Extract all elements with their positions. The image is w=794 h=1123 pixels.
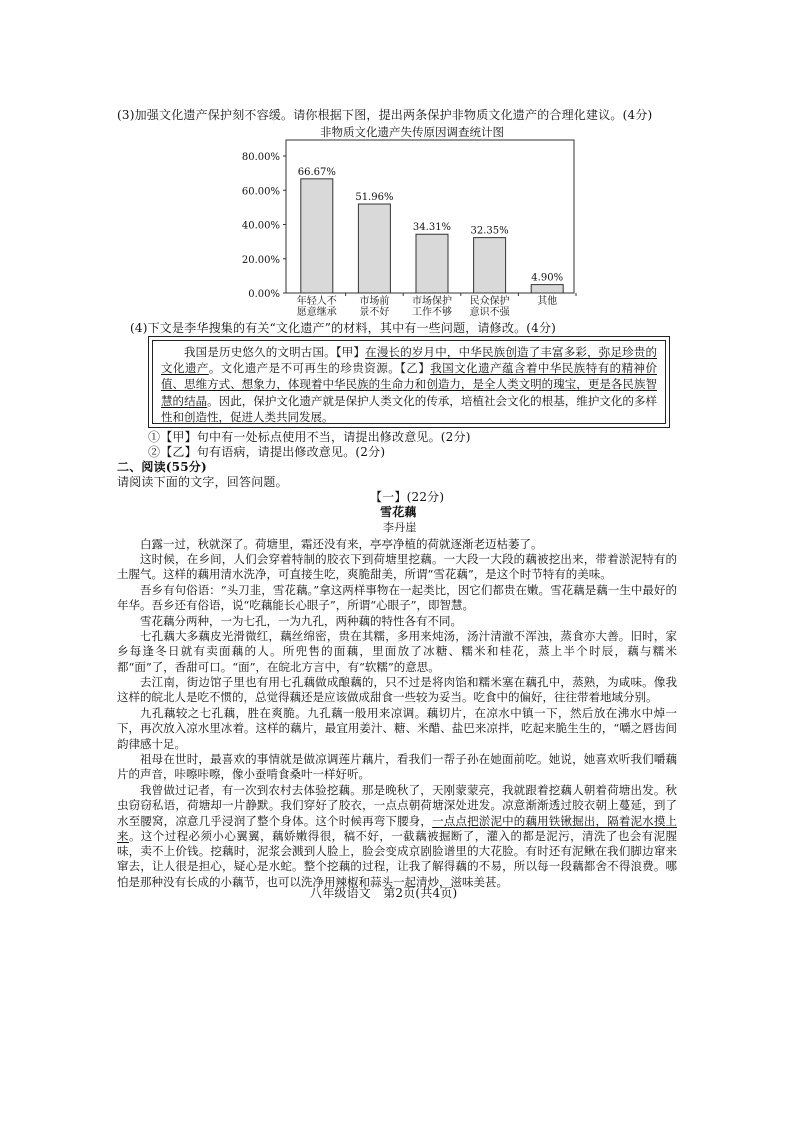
y-tick-label: 40.00% <box>241 220 280 232</box>
y-tick-label: 20.00% <box>241 254 280 266</box>
x-category-label: 景不好 <box>359 307 390 318</box>
question-4-sub-1: ①【甲】句中有一处标点使用不当，请提出修改意见。(2分) <box>148 430 471 444</box>
article-author: 李丹崖 <box>383 521 417 534</box>
x-category-label: 市场保护 <box>412 296 452 307</box>
bar <box>301 179 333 293</box>
bar-value-label: 34.31% <box>412 222 452 234</box>
bar <box>531 285 563 293</box>
question-4-prompt: (4)下文是李华搜集的有关“文化遗产”的材料，其中有一些问题，请修改。(4分) <box>130 321 557 335</box>
bar <box>474 238 506 293</box>
bar <box>358 204 390 293</box>
sentence-jia: 在漫长的岁月中，中华民族创造了丰富多彩，弥足珍贵的文化遗产 <box>161 345 658 376</box>
y-tick-label: 80.00% <box>241 152 280 163</box>
article-paragraph-9 <box>117 783 677 890</box>
paragraph-9-underlined: 一点点把淤泥中的藕用铁锹掘出，隔着泥水摸上来 <box>117 813 677 843</box>
article-paragraph-6: 去江南，街边馆子里也有用七孔藕做成酿藕的，只不过是将肉馅和糯米塞在藕孔中，蒸熟，为咸味。像我这样的皖北人是吃不惯的，总觉得藕还是应该做成甜食一些较为妥当。吃食中的偏好，往往带着地域分别。 <box>117 675 677 705</box>
passage-text-1: 我国是历史悠久的文明古国。【甲】 <box>184 345 366 359</box>
bar-value-label: 51.96% <box>355 192 394 204</box>
section-2-heading: 二、阅读(55分) <box>117 460 207 474</box>
question-4-sub-2: ②【乙】句有语病，请提出修改意见。(2分) <box>148 445 386 459</box>
bar-value-label: 66.67% <box>297 166 336 178</box>
article-paragraph-2: 这时候，在乡间，人们会穿着特制的胶衣下到荷塘里挖藕。一大段一大段的藕被挖出来，带着淤泥特有的土腥气。这样的藕用清水洗净，可直接生吃，爽脆甜美，所谓“雪花藕”，是这个时节特有的美味。 <box>117 552 677 582</box>
x-category-label: 工作不够 <box>412 307 452 318</box>
article-paragraph-1: 白露一过，秋就深了。荷塘里，霜还没有来，亭亭净植的荷就逐渐老迈枯萎了。 <box>140 537 543 551</box>
article-paragraph-8: 祖母在世时，最喜欢的事情就是做凉调莲片藕片，看我们一帮子孙在她面前吃。她说，她喜欢听我们嚼藕片的声音，咔嚓咔嚓，像小蚕啃食桑叶一样好听。 <box>117 752 677 782</box>
paragraph-9-text-a: 我曾做过记者，有一次到农村去体验挖藕。那是晚秋了，天刚蒙蒙亮，我就跟着挖藕人朝着荷塘出发。秋虫窃窃私语，荷塘却一片静默。我们穿好了胶衣，一点点朝荷塘深处进发。凉意渐渐透过胶衣朝上蔓延，到了水至腰窝，凉意几乎浸润了整个身体。这个时候再弯下腰身， <box>117 783 677 828</box>
chart-title: 非物质文化遗产失传原因调查统计图 <box>320 125 504 139</box>
question-3-prompt: (3)加强文化遗产保护刻不容缓。请你根据下图，提出两条保护非物质文化遗产的合理化建议。(4分) <box>117 108 653 122</box>
material-passage-box <box>148 336 670 428</box>
x-category-label: 意识不强 <box>469 307 510 318</box>
article-title: 雪花藕 <box>380 505 417 519</box>
y-tick-label: 60.00% <box>241 186 280 198</box>
bar-chart <box>230 138 576 318</box>
page-footer: 八年级语文 第2页(共4页) <box>310 886 458 900</box>
article-paragraph-7: 九孔藕较之七孔藕，胜在爽脆。九孔藕一般用来凉调。藕切片，在凉水中镇一下，然后放在沸水中焯一下，再次放入凉水里冰着。这样的藕片，最宜用姜汁、糖、米醋、盐巴来凉拌，吃起来脆生生的，“嚼之唇齿间韵律感十足。 <box>117 706 677 751</box>
y-tick-label: 0.00% <box>248 289 280 300</box>
sentence-yi: 我国文化遗产蕴含着中华民族特有的精神价值、思维方式、想象力，体现着中华民族的生命力和创造力，是全人类文明的瑰宝，更是各民族智慧的结晶 <box>161 361 658 408</box>
section-2-instruction: 请阅读下面的文字，回答问题。 <box>117 475 288 489</box>
article-paragraph-4: 雪花藕分两种，一为七孔，一为九孔，两种藕的特性各有不同。 <box>140 614 462 628</box>
x-category-label: 愿意继承 <box>296 307 337 318</box>
bar-value-label: 4.90% <box>531 272 564 284</box>
x-category-label: 年轻人不 <box>296 296 337 307</box>
x-category-label: 其他 <box>537 296 558 307</box>
passage-text-3: 。因此，保护文化遗产就是保护人类文化的传承，培植社会文化的根基，维护文化的多样性和创造性，促进人类共同发展。 <box>161 393 658 424</box>
bar <box>416 234 448 293</box>
passage-text-2: 。文化遗产是不可再生的珍贵资源。【乙】 <box>208 361 431 376</box>
part-label: 【一】(22分) <box>370 490 445 504</box>
x-category-label: 民众保护 <box>469 296 510 307</box>
paragraph-9-text-b: 。这个过程必须小心翼翼，藕娇嫩得很，稿不好，一截藕被掘断了，灌入的都是泥污，清洗了也会有泥腥味，卖不上价钱。挖藕时，泥浆会溅到人脸上，脸会变成京剧脸谱里的大花脸。有时还有泥鳅在我们脚边窜来窜去，让人很是担心，疑心是水蛇。整个挖藕的过程，让我了解得藕的不易，所以每一段藕都舍不得浪费。哪怕是那种没有长成的小藕节，也可以洗净用辣椒和蒜头一起清炒，滋味美甚。 <box>117 828 678 889</box>
article-paragraph-5: 七孔藕大多藕皮光滑微红，藕丝绵密，贵在其糯，多用来炖汤，汤汁清澈不浑浊，蒸食亦大善。旧时，家乡每逢冬日就有卖面藕的人。所兜售的面藕，里面放了冰糖、糯米和桂花，蒸上半个时辰，藕与糯米都“面”了，香甜可口。“面”，在皖北方言中，有“软糯”的意思。 <box>117 629 677 674</box>
bar-value-label: 32.35% <box>470 225 509 237</box>
article-paragraph-3: 吾乡有句俗语：“头刀韭，雪花藕。”拿这两样事物在一起类比，因它们都贵在嫩。雪花藕是藕一生中最好的年华。吾乡还有俗语，说“吃藕能长心眼子”，所谓“心眼子”，即智慧。 <box>117 583 677 613</box>
x-category-label: 市场前 <box>359 296 390 307</box>
material-passage <box>152 340 666 424</box>
